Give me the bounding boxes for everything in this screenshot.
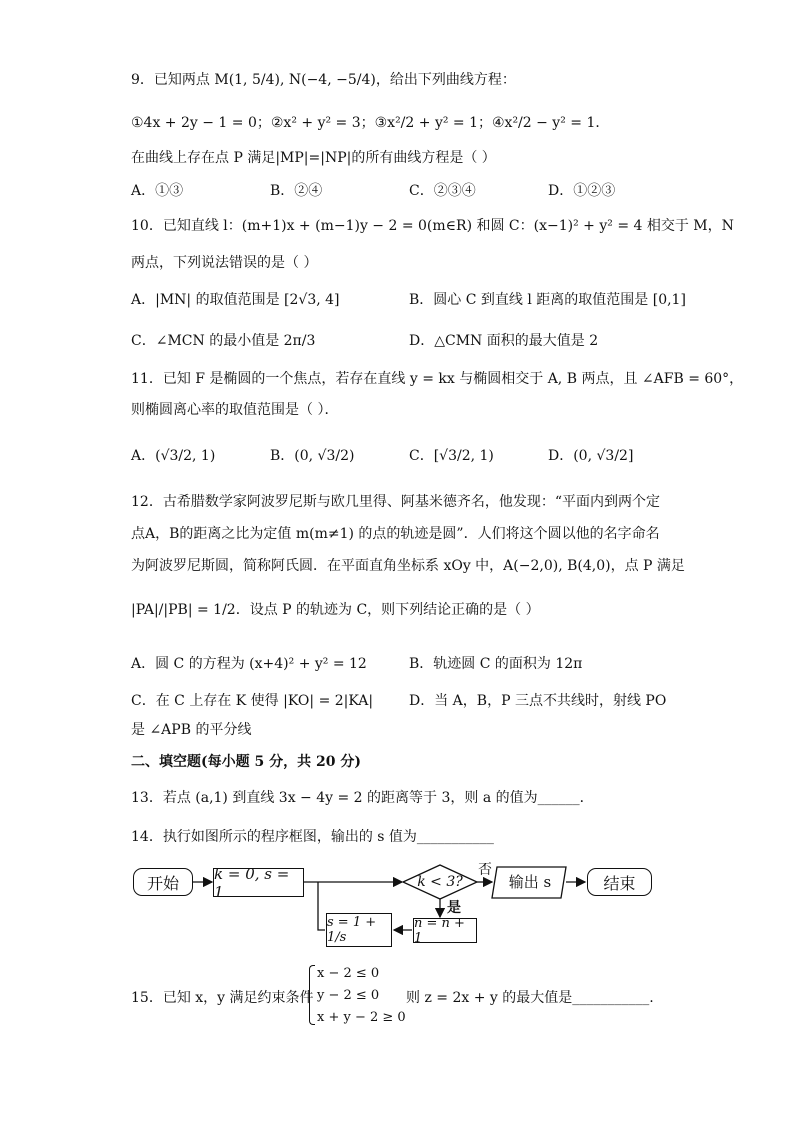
q12-option-c: C．在 C 上存在 K 使得 |KO| = 2|KA|: [131, 693, 374, 709]
q12-option-d-cont: 是 ∠APB 的平分线: [131, 722, 252, 738]
flow-end: 结束: [587, 868, 652, 896]
q10-option-d: D．△CMN 面积的最大值是 2: [409, 333, 599, 349]
q12-option-a: A．圆 C 的方程为 (x+4)² + y² = 12: [131, 656, 367, 672]
q9-option-d: D．①②③: [548, 183, 616, 199]
q11-option-c: C．[√3/2, 1): [409, 448, 494, 464]
q9-option-a: A．①③: [131, 183, 184, 199]
q15-prefix: 15．已知 x，y 满足约束条件: [131, 990, 314, 1006]
q9-question: 在曲线上存在点 P 满足|MP|=|NP|的所有曲线方程是（ ）: [131, 150, 496, 166]
q15-constraint-3: x + y − 2 ≥ 0: [317, 1010, 406, 1025]
q11-option-a: A．(√3/2, 1): [131, 448, 216, 464]
q10-stem: 10．已知直线 l：(m+1)x + (m−1)y − 2 = 0(m∈R) 和圆 C：(x−1)² + y² = 4 相交于 M，N: [131, 218, 734, 234]
q9-option-b: B．②④: [270, 183, 323, 199]
q12-option-b: B．轨迹圆 C 的面积为 12π: [409, 656, 583, 672]
flow-update: s = 1 + 1/s: [326, 913, 392, 947]
q11-option-d: D．(0, √3/2]: [548, 448, 634, 464]
flow-output-label: 输出 s: [508, 873, 552, 891]
q12-line-2: 点A，B的距离之比为定值 m(m≠1) 的点的轨迹是圆”．人们将这个圆以他的名字命名: [131, 526, 660, 542]
q11-stem: 11．已知 F 是椭圆的一个焦点，若存在直线 y = kx 与椭圆相交于 A, B 两点，且 ∠AFB = 60°，: [131, 371, 744, 387]
section-title: 二、填空题(每小题 5 分，共 20 分): [131, 754, 361, 770]
q10-option-a: A．|MN| 的取值范围是 [2√3, 4]: [131, 292, 340, 308]
q15-constraint-1: x − 2 ≤ 0: [317, 966, 380, 981]
loop-back-line: [318, 882, 325, 930]
q10-question: 两点，下列说法错误的是（ ）: [131, 255, 318, 271]
q11-question: 则椭圆离心率的取值范围是（ ）．: [131, 402, 339, 418]
q12-option-d: D．当 A，B，P 三点不共线时，射线 PO: [409, 693, 667, 709]
flow-yes-label: 是: [447, 900, 461, 916]
q10-option-b: B．圆心 C 到直线 l 距离的取值范围是 [0,1]: [409, 292, 686, 308]
flow-init: k = 0, s = 1: [213, 868, 304, 897]
flow-start: 开始: [133, 868, 193, 896]
q12-line-4: |PA|/|PB| = 1/2．设点 P 的轨迹为 C，则下列结论正确的是（ ）: [131, 602, 540, 618]
q10-option-c: C．∠MCN 的最小值是 2π/3: [131, 333, 316, 349]
q11-option-b: B．(0, √3/2): [270, 448, 355, 464]
q14-text: 14．执行如图所示的程序框图，输出的 s 值为___________: [131, 829, 494, 845]
flow-condition-label: k < 3?: [417, 874, 463, 890]
q9-equations: ①4x + 2y − 1 = 0；②x² + y² = 3；③x²/2 + y² = 1；④x²/2 − y² = 1．: [131, 115, 610, 131]
q13-text: 13．若点 (a,1) 到直线 3x − 4y = 2 的距离等于 3，则 a 的值为______．: [131, 790, 594, 806]
q12-line-3: 为阿波罗尼斯圆，简称阿氏圆．在平面直角坐标系 xOy 中，A(−2,0), B(4,0)，点 P 满足: [131, 558, 685, 574]
q15-constraint-2: y − 2 ≤ 0: [317, 988, 380, 1003]
q15-suffix: 则 z = 2x + y 的最大值是___________.: [406, 990, 654, 1006]
flow-no-label: 否: [478, 862, 492, 878]
flow-increment: n = n + 1: [413, 918, 477, 943]
q12-line-1: 12．古希腊数学家阿波罗尼斯与欧几里得、阿基米德齐名，他发现：“平面内到两个定: [131, 494, 660, 510]
q15-constraint-brace: [309, 965, 315, 1025]
q9-stem: 9．已知两点 M(1, 5/4), N(−4, −5/4)，给出下列曲线方程：: [131, 72, 516, 88]
q9-option-c: C．②③④: [409, 183, 476, 199]
